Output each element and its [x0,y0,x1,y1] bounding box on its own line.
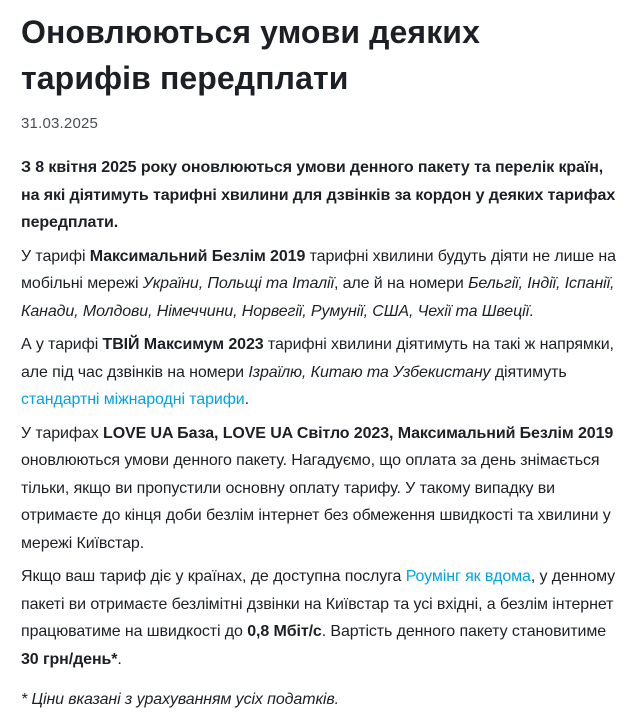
normal-text-segment: . [117,650,122,668]
paragraph-roaming [21,563,621,673]
page-title: Оновлюються умови деяких тарифів передплати [21,14,480,96]
normal-text-segment: діятимуть [490,363,567,381]
bold-text-segment: З 8 квітня 2025 року оновлюються умови денного пакету та перелік країн, на які діятимуть тарифні хвилини для дзвінків за кордон у деяких тарифах передплати. [21,159,616,231]
paragraph-daily-package [21,420,621,558]
normal-text-segment: оновлюються умови денного пакету. Нагадуємо, що оплата за день знімається тільки, якщо ви пропустили основну оплату тарифу. У такому випадку ви отримаєте до кінця доби безлім інтернет без обмеження швидкості та хвилини у мережі Київстар. [21,452,611,552]
bold-text-segment: LOVE UA База, LOVE UA Світло 2023, Максимальний Безлім 2019 [103,424,614,442]
italic-text-segment: Бельгії, Індії, Іспанії, Канади, Молдови, Німеччини, Норвегії, Румунії, США, Чехії та Швеції [21,275,615,320]
normal-text-segment: А у тарифі [21,336,103,353]
paragraph-intro [21,154,621,237]
normal-text-segment: . Вартість денного пакету становитиме [321,623,607,640]
paragraph-tviy-maksimum-2023 [21,331,621,414]
bold-text-segment: 0,8 Мбіт/с [247,623,322,640]
normal-text-segment: , у денному пакеті ви отримаєте безлімітні дзвінки на Київстар та усі вхідні, а безлім інтернет працюватиме на швидкості до [21,568,616,640]
inline-link[interactable]: стандартні міжнародні тарифи [21,391,245,408]
price-footnote: * Ціни вказані з урахуванням усіх податків. [21,691,339,708]
normal-text-segment: тарифні хвилини будуть діяти не лише на мобільні мережі [21,247,616,292]
italic-text-segment: України, Польщі та Італії [142,275,334,292]
italic-text-segment: Ізраїлю, Китаю та Узбекистану [248,363,491,381]
bold-text-segment: 30 грн/день* [21,650,118,668]
inline-link[interactable]: Роумінг як вдома [405,568,531,585]
bold-text-segment: Максимальний Безлім 2019 [89,247,306,265]
normal-text-segment: Якщо ваш тариф діє у країнах, де доступна послуга [21,568,406,585]
normal-text-segment: . [529,302,534,320]
normal-text-segment: У тарифах [21,424,104,442]
normal-text-segment: тарифні хвилини діятимуть на такі ж напрямки, але під час дзвінків на номери [21,336,614,381]
normal-text-segment: , але й на номери [333,275,469,292]
normal-text-segment: . [244,391,249,408]
normal-text-segment: У тарифі [21,247,90,265]
bold-text-segment: ТВІЙ Максимум 2023 [102,336,264,353]
article-body [21,154,621,714]
paragraph-maks-bezlim-2019 [21,243,621,326]
publish-date: 31.03.2025 [21,115,99,132]
